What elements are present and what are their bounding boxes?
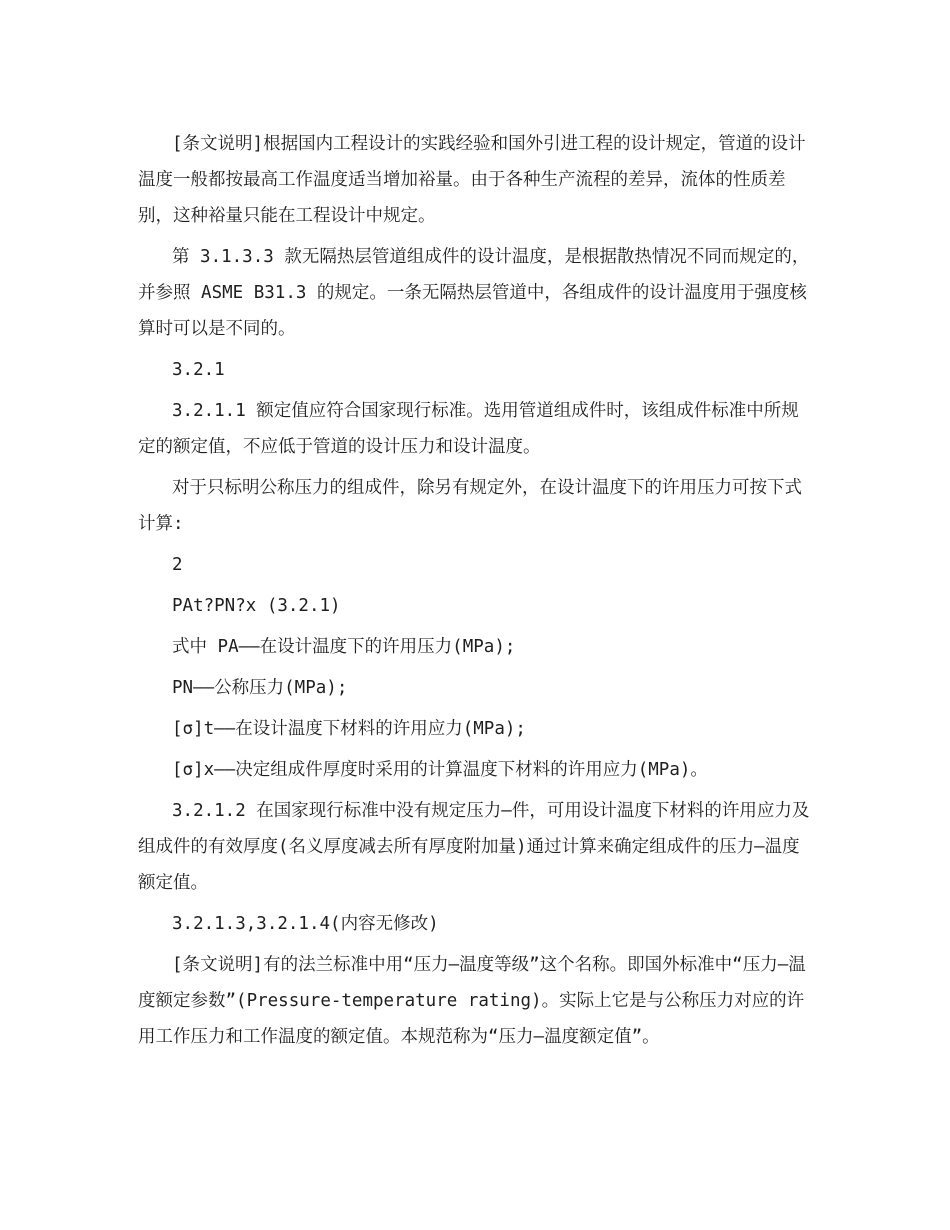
paragraph-3-1-3-3: 第 3.1.3.3 款无隔热层管道组成件的设计温度，是根据散热情况不同而规定的，并参照 ASME B31.3 的规定。一条无隔热层管道中，各组成件的设计温度用于强度核算时可以是不同的。	[138, 247, 810, 339]
formula-definition-pn: PN——公称压力(MPa);	[172, 678, 348, 698]
paragraph-clause-note-design-temperature: [条文说明]根据国内工程设计的实践经验和国外引进工程的设计规定，管道的设计温度一般都按最高工作温度适当增加裕量。由于各种生产流程的差异，流体的性质差别，这种裕量只能在工程设计中规定。	[138, 134, 806, 226]
section-heading-3-2-1: 3.2.1	[172, 360, 225, 380]
formula-3-2-1: PAt?PN?x (3.2.1)	[172, 596, 341, 616]
paragraph-3-2-1-3-and-4: 3.2.1.3,3.2.1.4(内容无修改)	[172, 914, 439, 934]
formula-definition-sigma-t: [σ]t——在设计温度下材料的许用应力(MPa);	[172, 719, 526, 739]
paragraph-clause-note-pressure-temperature-rating: [条文说明]有的法兰标准中用“压力—温度等级”这个名称。即国外标准中“压力—温度额定参数”(Pressure-temperature rating)。实际上它是与公称压力对应的许用工作压力和工作温度的额定值。本规范称为“压力—温度额定值”。	[138, 955, 806, 1047]
paragraph-3-2-1-1: 3.2.1.1 额定值应符合国家现行标准。选用管道组成件时，该组成件标准中所规定的额定值，不应低于管道的设计压力和设计温度。	[138, 401, 799, 457]
document-body	[138, 126, 810, 1060]
formula-exponent: 2	[172, 555, 183, 575]
paragraph-3-2-1-2: 3.2.1.2 在国家现行标准中没有规定压力—件，可用设计温度下材料的许用应力及组成件的有效厚度(名义厚度减去所有厚度附加量)通过计算来确定组成件的压力—温度额定值。	[138, 801, 810, 893]
paragraph-nominal-pressure-formula-intro: 对于只标明公称压力的组成件，除另有规定外，在设计温度下的许用压力可按下式计算:	[138, 478, 802, 534]
formula-definition-pa: 式中 PA——在设计温度下的许用压力(MPa);	[172, 637, 516, 657]
formula-definition-sigma-x: [σ]x——决定组成件厚度时采用的计算温度下材料的许用应力(MPa)。	[172, 760, 708, 780]
